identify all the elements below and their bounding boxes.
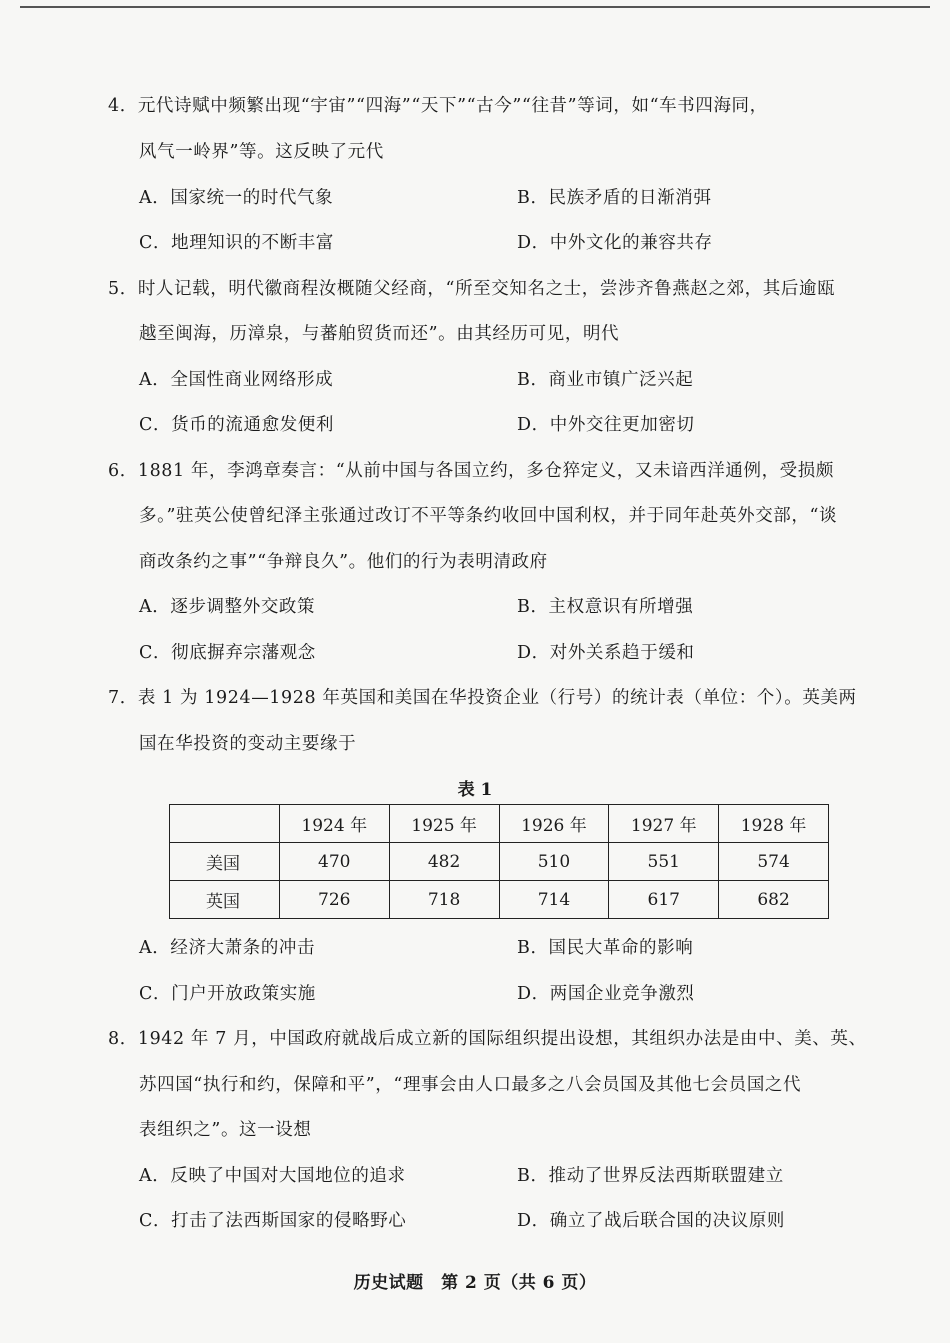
q4-option-c[interactable]: C．地理知识的不断丰富: [139, 233, 334, 253]
q4-stem-line1: 4．元代诗赋中频繁出现“宇宙”“四海”“天下”“古今”“往昔”等词，如“车书四海同，: [108, 96, 768, 116]
q5-option-b[interactable]: B．商业市镇广泛兴起: [517, 370, 694, 390]
q5-option-a[interactable]: A．全国性商业网络形成: [139, 370, 334, 390]
q6-option-c[interactable]: C．彻底摒弃宗藩观念: [139, 643, 316, 663]
table-cell: 726: [279, 881, 389, 919]
q8-stem-line3: 表组织之”。这一设想: [139, 1120, 312, 1140]
q4-option-a[interactable]: A．国家统一的时代气象: [139, 188, 334, 208]
table-cell: 718: [389, 881, 499, 919]
q5-option-c[interactable]: C．货币的流通愈发便利: [139, 415, 334, 435]
q4-option-b[interactable]: B．民族矛盾的日渐消弭: [517, 188, 712, 208]
table-row-label: 美国: [170, 843, 280, 881]
q6-option-a[interactable]: A．逐步调整外交政策: [139, 597, 316, 617]
q8-option-d[interactable]: D．确立了战后联合国的决议原则: [517, 1211, 786, 1231]
q7-stem-line1: 7．表 1 为 1924—1928 年英国和美国在华投资企业（行号）的统计表（单位：个）。英美两: [108, 688, 857, 708]
table-caption: 表 1: [457, 780, 493, 800]
table-header-cell: 1928 年: [719, 805, 829, 843]
table-row-label: 英国: [170, 881, 280, 919]
q6-stem-line2: 多。”驻英公使曾纪泽主张通过改订不平等条约收回中国利权，并于同年赴英外交部，“谈: [139, 506, 838, 526]
q5-stem-line2: 越至闽海，历漳泉，与蕃舶贸货而还”。由其经历可见，明代: [139, 324, 620, 344]
table-cell: 682: [719, 881, 829, 919]
q8-option-b[interactable]: B．推动了世界反法西斯联盟建立: [517, 1166, 784, 1186]
q6-option-d[interactable]: D．对外关系趋于缓和: [517, 643, 695, 663]
table-header-cell: 1927 年: [609, 805, 719, 843]
table-header-cell: 1924 年: [279, 805, 389, 843]
table-cell: 714: [499, 881, 609, 919]
q6-stem-line3: 商改条约之事”“争辩良久”。他们的行为表明清政府: [139, 552, 548, 572]
q7-option-c[interactable]: C．门户开放政策实施: [139, 984, 316, 1004]
q6-stem-line1: 6．1881 年，李鸿章奏言：“从前中国与各国立约，多仓猝定义，又未谙西洋通例，受损颇: [108, 461, 834, 481]
q8-option-c[interactable]: C．打击了法西斯国家的侵略野心: [139, 1211, 407, 1231]
table-header-cell: 1925 年: [389, 805, 499, 843]
q7-option-a[interactable]: A．经济大萧条的冲击: [139, 938, 316, 958]
table-row: [170, 881, 829, 919]
q8-stem-line1: 8．1942 年 7 月，中国政府就战后成立新的国际组织提出设想，其组织办法是由中、美、英、: [108, 1029, 867, 1049]
table-cell: 617: [609, 881, 719, 919]
table-header-cell: 1926 年: [499, 805, 609, 843]
table-cell: 510: [499, 843, 609, 881]
table-cell: 482: [389, 843, 499, 881]
table-cell: 574: [719, 843, 829, 881]
q5-option-d[interactable]: D．中外交往更加密切: [517, 415, 695, 435]
q5-stem-line1: 5．时人记载，明代徽商程汝概随父经商，“所至交知名之士，尝涉齐鲁燕赵之郊，其后逾瓯: [108, 279, 836, 299]
investment-table: [169, 804, 829, 919]
table-cell: 551: [609, 843, 719, 881]
q8-option-a[interactable]: A．反映了中国对大国地位的追求: [139, 1166, 406, 1186]
q7-stem-line2: 国在华投资的变动主要缘于: [139, 734, 357, 754]
table-row: [170, 843, 829, 881]
table-header-cell: [170, 805, 280, 843]
q7-option-b[interactable]: B．国民大革命的影响: [517, 938, 694, 958]
page-footer: 历史试题 第 2 页（共 6 页）: [353, 1273, 597, 1293]
q8-stem-line2: 苏四国“执行和约，保障和平”，“理事会由人口最多之八会员国及其他七会员国之代: [139, 1075, 802, 1095]
q4-stem-line2: 风气一岭界”等。这反映了元代: [139, 142, 384, 162]
table-cell: 470: [279, 843, 389, 881]
q4-option-d[interactable]: D．中外文化的兼容共存: [517, 233, 713, 253]
q7-option-d[interactable]: D．两国企业竞争激烈: [517, 984, 695, 1004]
table-header-row: [170, 805, 829, 843]
q6-option-b[interactable]: B．主权意识有所增强: [517, 597, 694, 617]
